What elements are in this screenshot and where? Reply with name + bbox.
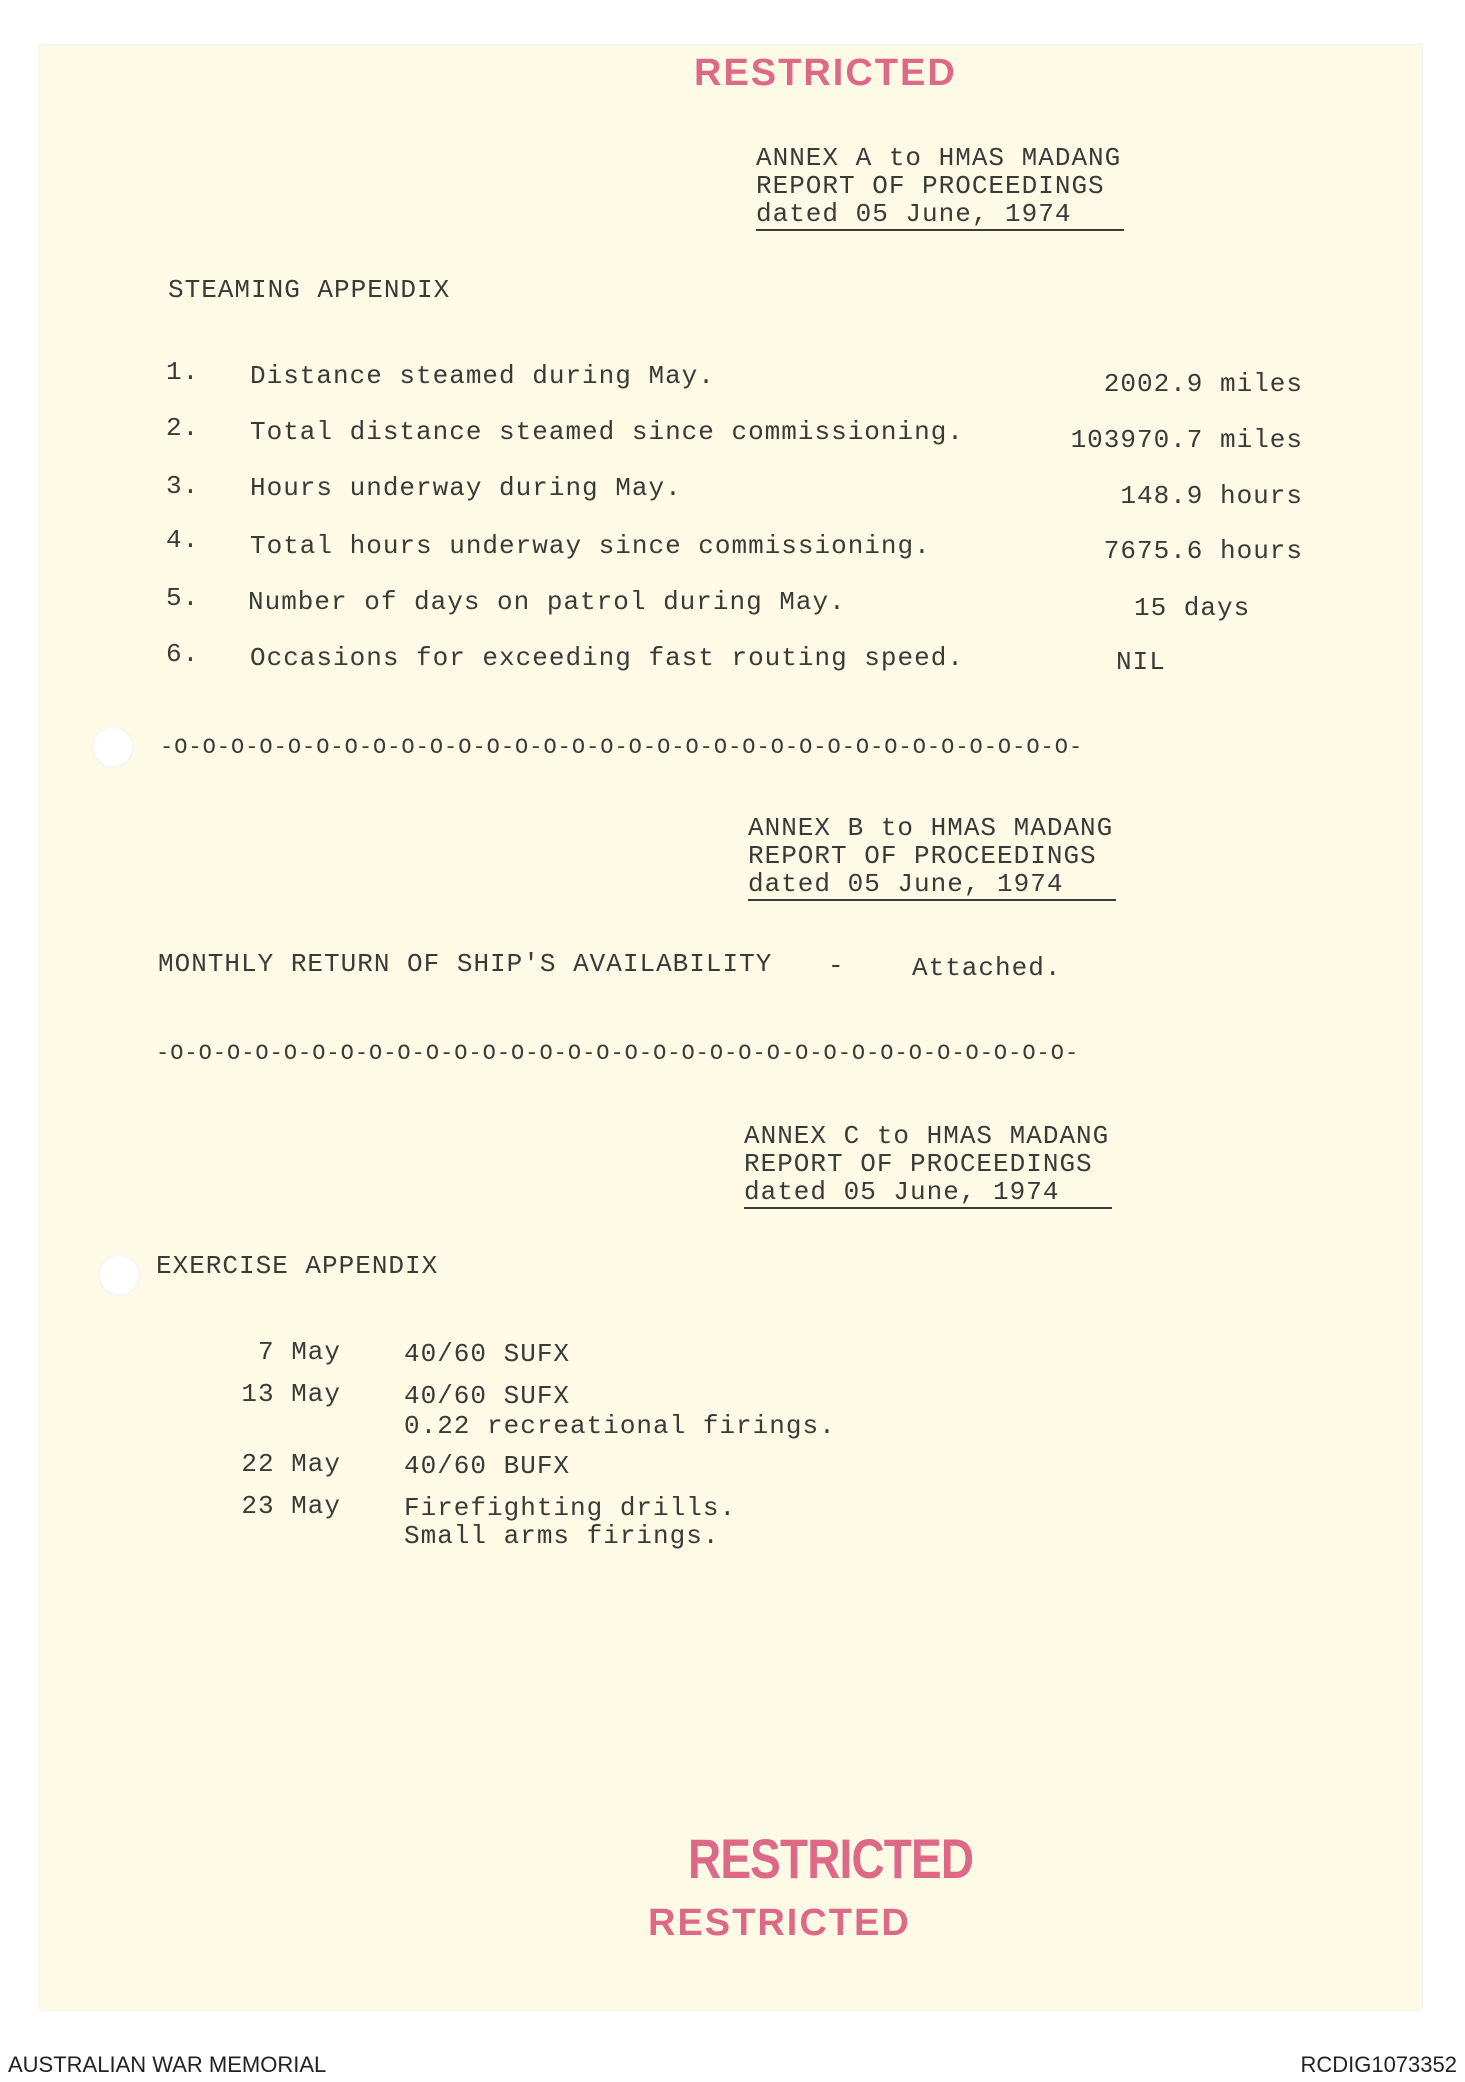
exercise-date: 22 May xyxy=(241,1449,341,1479)
item-value: 15 days xyxy=(1134,593,1251,623)
annex-b-line-2: REPORT OF PROCEEDINGS xyxy=(748,841,1097,871)
restricted-stamp-top: RESTRICTED xyxy=(694,52,957,94)
separator-line: -O-O-O-O-O-O-O-O-O-O-O-O-O-O-O-O-O-O-O-O-O-O-O-O-O-O-O-O-O-O-O-O- xyxy=(160,735,1084,760)
item-text: Occasions for exceeding fast routing speed. xyxy=(250,643,964,673)
item-text: Total distance steamed since commissioning. xyxy=(250,417,964,447)
exercise-line: 40/60 SUFX xyxy=(404,1381,571,1411)
exercise-line: Small arms firings. xyxy=(404,1521,720,1551)
separator-line: -O-O-O-O-O-O-O-O-O-O-O-O-O-O-O-O-O-O-O-O-O-O-O-O-O-O-O-O-O-O-O-O- xyxy=(156,1041,1080,1066)
restricted-stamp-bottom-large: RESTRICTED xyxy=(688,1827,974,1890)
item-value: NIL xyxy=(1116,647,1166,677)
exercise-heading: EXERCISE APPENDIX xyxy=(156,1251,439,1281)
annex-b-line-1: ANNEX B to HMAS MADANG xyxy=(748,813,1114,843)
exercise-line: 40/60 BUFX xyxy=(404,1451,571,1481)
item-number: 2. xyxy=(166,413,200,443)
exercise-line: 40/60 SUFX xyxy=(404,1339,571,1369)
item-text: Hours underway during May. xyxy=(250,473,682,503)
item-text: Total hours underway since commissioning. xyxy=(250,531,931,561)
item-number: 4. xyxy=(166,525,200,555)
punch-hole-bottom xyxy=(98,1254,140,1296)
availability-status: Attached. xyxy=(912,953,1062,983)
annex-a-line-1: ANNEX A to HMAS MADANG xyxy=(756,143,1122,173)
item-number: 5. xyxy=(166,583,200,613)
item-number: 1. xyxy=(166,357,200,387)
annex-a-underline xyxy=(756,229,1124,231)
exercise-date: 13 May xyxy=(241,1379,341,1409)
item-text: Distance steamed during May. xyxy=(250,361,715,391)
exercise-date: 23 May xyxy=(241,1491,341,1521)
annex-c-underline xyxy=(744,1207,1112,1209)
exercise-line: Firefighting drills. xyxy=(404,1493,737,1523)
footer-source: AUSTRALIAN WAR MEMORIAL xyxy=(8,2052,327,2077)
annex-a-line-3: dated 05 June, 1974 xyxy=(756,199,1072,229)
steaming-heading: STEAMING APPENDIX xyxy=(168,275,451,305)
annex-c-line-3: dated 05 June, 1974 xyxy=(744,1177,1060,1207)
restricted-stamp-bottom-small: RESTRICTED xyxy=(648,1902,911,1944)
item-number: 3. xyxy=(166,471,200,501)
item-number: 6. xyxy=(166,639,200,669)
availability-dash: - xyxy=(828,951,845,981)
document-page xyxy=(40,45,1422,2010)
item-value: 103970.7 miles xyxy=(1070,425,1303,455)
item-value: 2002.9 miles xyxy=(1103,369,1303,399)
annex-a-line-2: REPORT OF PROCEEDINGS xyxy=(756,171,1105,201)
annex-c-line-2: REPORT OF PROCEEDINGS xyxy=(744,1149,1093,1179)
exercise-date: 7 May xyxy=(257,1337,341,1367)
punch-hole-top xyxy=(92,726,134,768)
exercise-line: 0.22 recreational firings. xyxy=(404,1411,836,1441)
annex-b-line-3: dated 05 June, 1974 xyxy=(748,869,1064,899)
item-value: 148.9 hours xyxy=(1120,481,1303,511)
availability-label: MONTHLY RETURN OF SHIP'S AVAILABILITY xyxy=(158,949,773,979)
annex-c-line-1: ANNEX C to HMAS MADANG xyxy=(744,1121,1110,1151)
annex-b-underline xyxy=(748,899,1116,901)
footer-id: RCDIG1073352 xyxy=(1300,2052,1457,2077)
item-value: 7675.6 hours xyxy=(1103,536,1303,566)
item-text: Number of days on patrol during May. xyxy=(248,587,846,617)
